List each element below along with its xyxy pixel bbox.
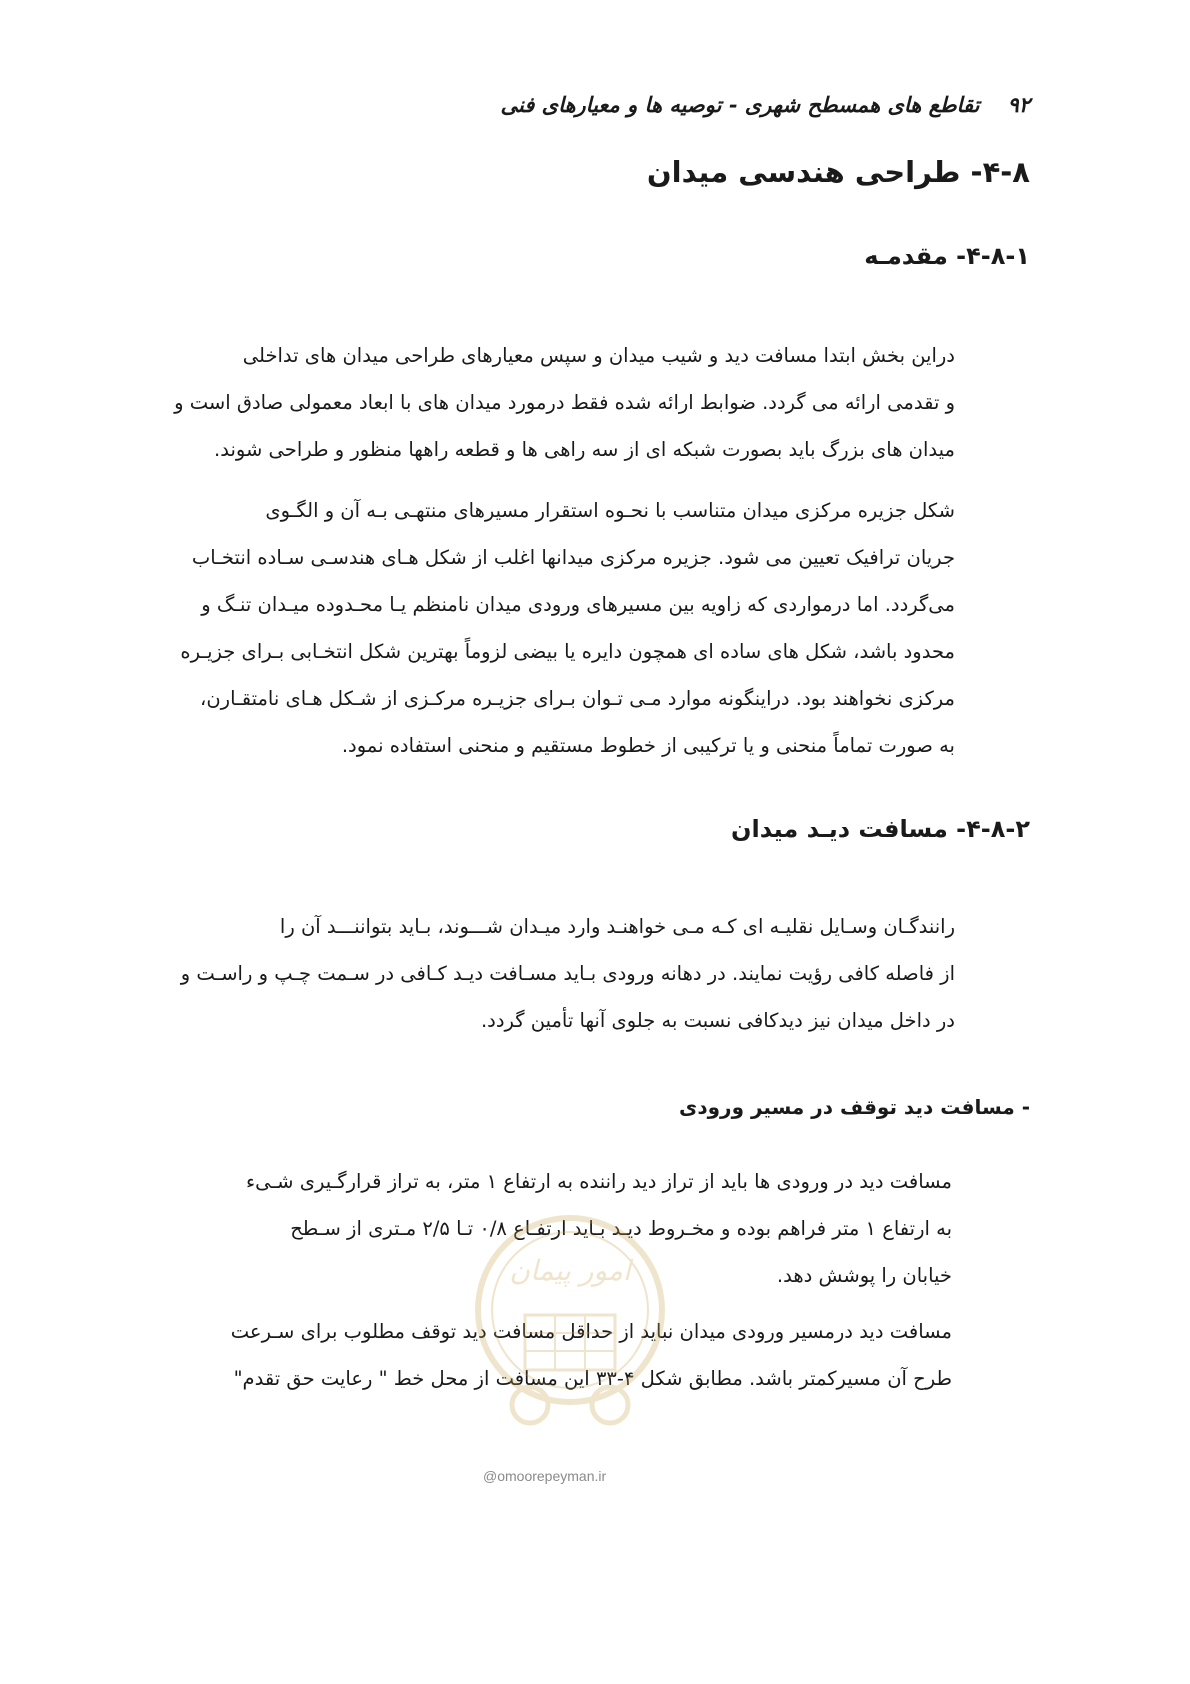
watermark-url: @omoorepeyman.ir <box>483 1468 607 1484</box>
text-line: به ارتفاع ۱ متر فراهم بوده و مخـروط دیـد بـاید ارتفـاع ۰/۸ تـا ۲/۵ مـتری از سـطح <box>290 1217 952 1240</box>
text-line: می‌گردد. اما درمواردی که زاویه بین مسیرهای ورودی میدان نامنظم یـا محـدوده میـدان تنـگ و <box>201 593 955 616</box>
text-line: به صورت تماماً منحنی و یا ترکیبی از خطوط مستقیم و منحنی استفاده نمود. <box>341 734 955 757</box>
text-line: از فاصله کافی رؤیت نمایند. در دهانه ورودی بـاید مسـافت دیـد کـافی در سـمت چـپ و راسـت و <box>180 962 955 985</box>
bullet-heading: - مسافت دید توقف در مسیر ورودی <box>679 1095 1030 1119</box>
section-title: ۴-۸- طراحی هندسی میدان <box>646 155 1030 189</box>
text-line: و تقدمی ارائه می گردد. ضوابط ارائه شده فقط درمورد میدان های با ابعاد معمولی صادق است و <box>174 391 955 414</box>
sight-distance-paragraph-3 <box>125 1308 952 1402</box>
running-title: تقاطع های همسطح شهری - توصیه ها و معیارهای فنی <box>500 91 980 117</box>
intro-paragraph-2 <box>125 487 1030 769</box>
intro-paragraph-1 <box>125 332 1030 473</box>
running-header <box>170 84 1030 124</box>
text-line: رانندگـان وسـایل نقلیـه ای کـه مـی خواهنـد وارد میـدان شـــوند، بـاید بتواننـــد آن را <box>279 915 955 938</box>
sight-distance-paragraph-2 <box>125 1158 952 1299</box>
text-line: خیابان را پوشش دهد. <box>776 1264 952 1287</box>
page-number: ۹۲ <box>1007 91 1030 117</box>
text-line: محدود باشد، شکل های ساده ای همچون دایره یا بیضی لزوماً بهترین شکل انتخـابی بـرای جزیـره <box>180 640 955 663</box>
watermark-text: امور پیمان <box>509 1254 631 1287</box>
text-line: طرح آن مسیرکمتر باشد. مطابق شکل ۴-۳۳ این مسافت از محل خط " رعایت حق تقدم" <box>233 1367 952 1390</box>
text-line: جریان ترافیک تعیین می شود. جزیره مرکزی میدانها اغلب از شکل هـای هندسـی سـاده انتخـاب <box>191 546 955 569</box>
subsection-title-intro: ۴-۸-۱- مقدمـه <box>864 242 1030 270</box>
subsection-title-sight-distance: ۴-۸-۲- مسافت دیـد میدان <box>731 815 1030 843</box>
text-line: در داخل میدان نیز دیدکافی نسبت به جلوی آنها تأمین گردد. <box>480 1009 955 1032</box>
text-line: شکل جزیره مرکزی میدان متناسب با نحـوه استقرار مسیرهای منتهـی بـه آن و الگـوی <box>265 499 955 522</box>
text-line: دراین بخش ابتدا مسافت دید و شیب میدان و سپس معیارهای طراحی میدان های تداخلی <box>242 344 955 367</box>
text-line: میدان های بزرگ باید بصورت شبکه ای از سه راهی ها و قطعه راهها منظور و طراحی شوند. <box>214 438 955 461</box>
text-line: مسافت دید درمسیر ورودی میدان نباید از حداقل مسافت دید توقف مطلوب برای سـرعت <box>230 1320 952 1343</box>
text-line: مرکزی نخواهند بود. دراینگونه موارد مـی تـوان بـرای جزیـره مرکـزی از شـکل هـای نامتقـارن، <box>200 687 955 710</box>
sight-distance-paragraph-1 <box>125 903 1030 1044</box>
text-line: مسافت دید در ورودی ها باید از تراز دید راننده به ارتفاع ۱ متر، به تراز قرارگـیری شـیء <box>246 1170 952 1193</box>
